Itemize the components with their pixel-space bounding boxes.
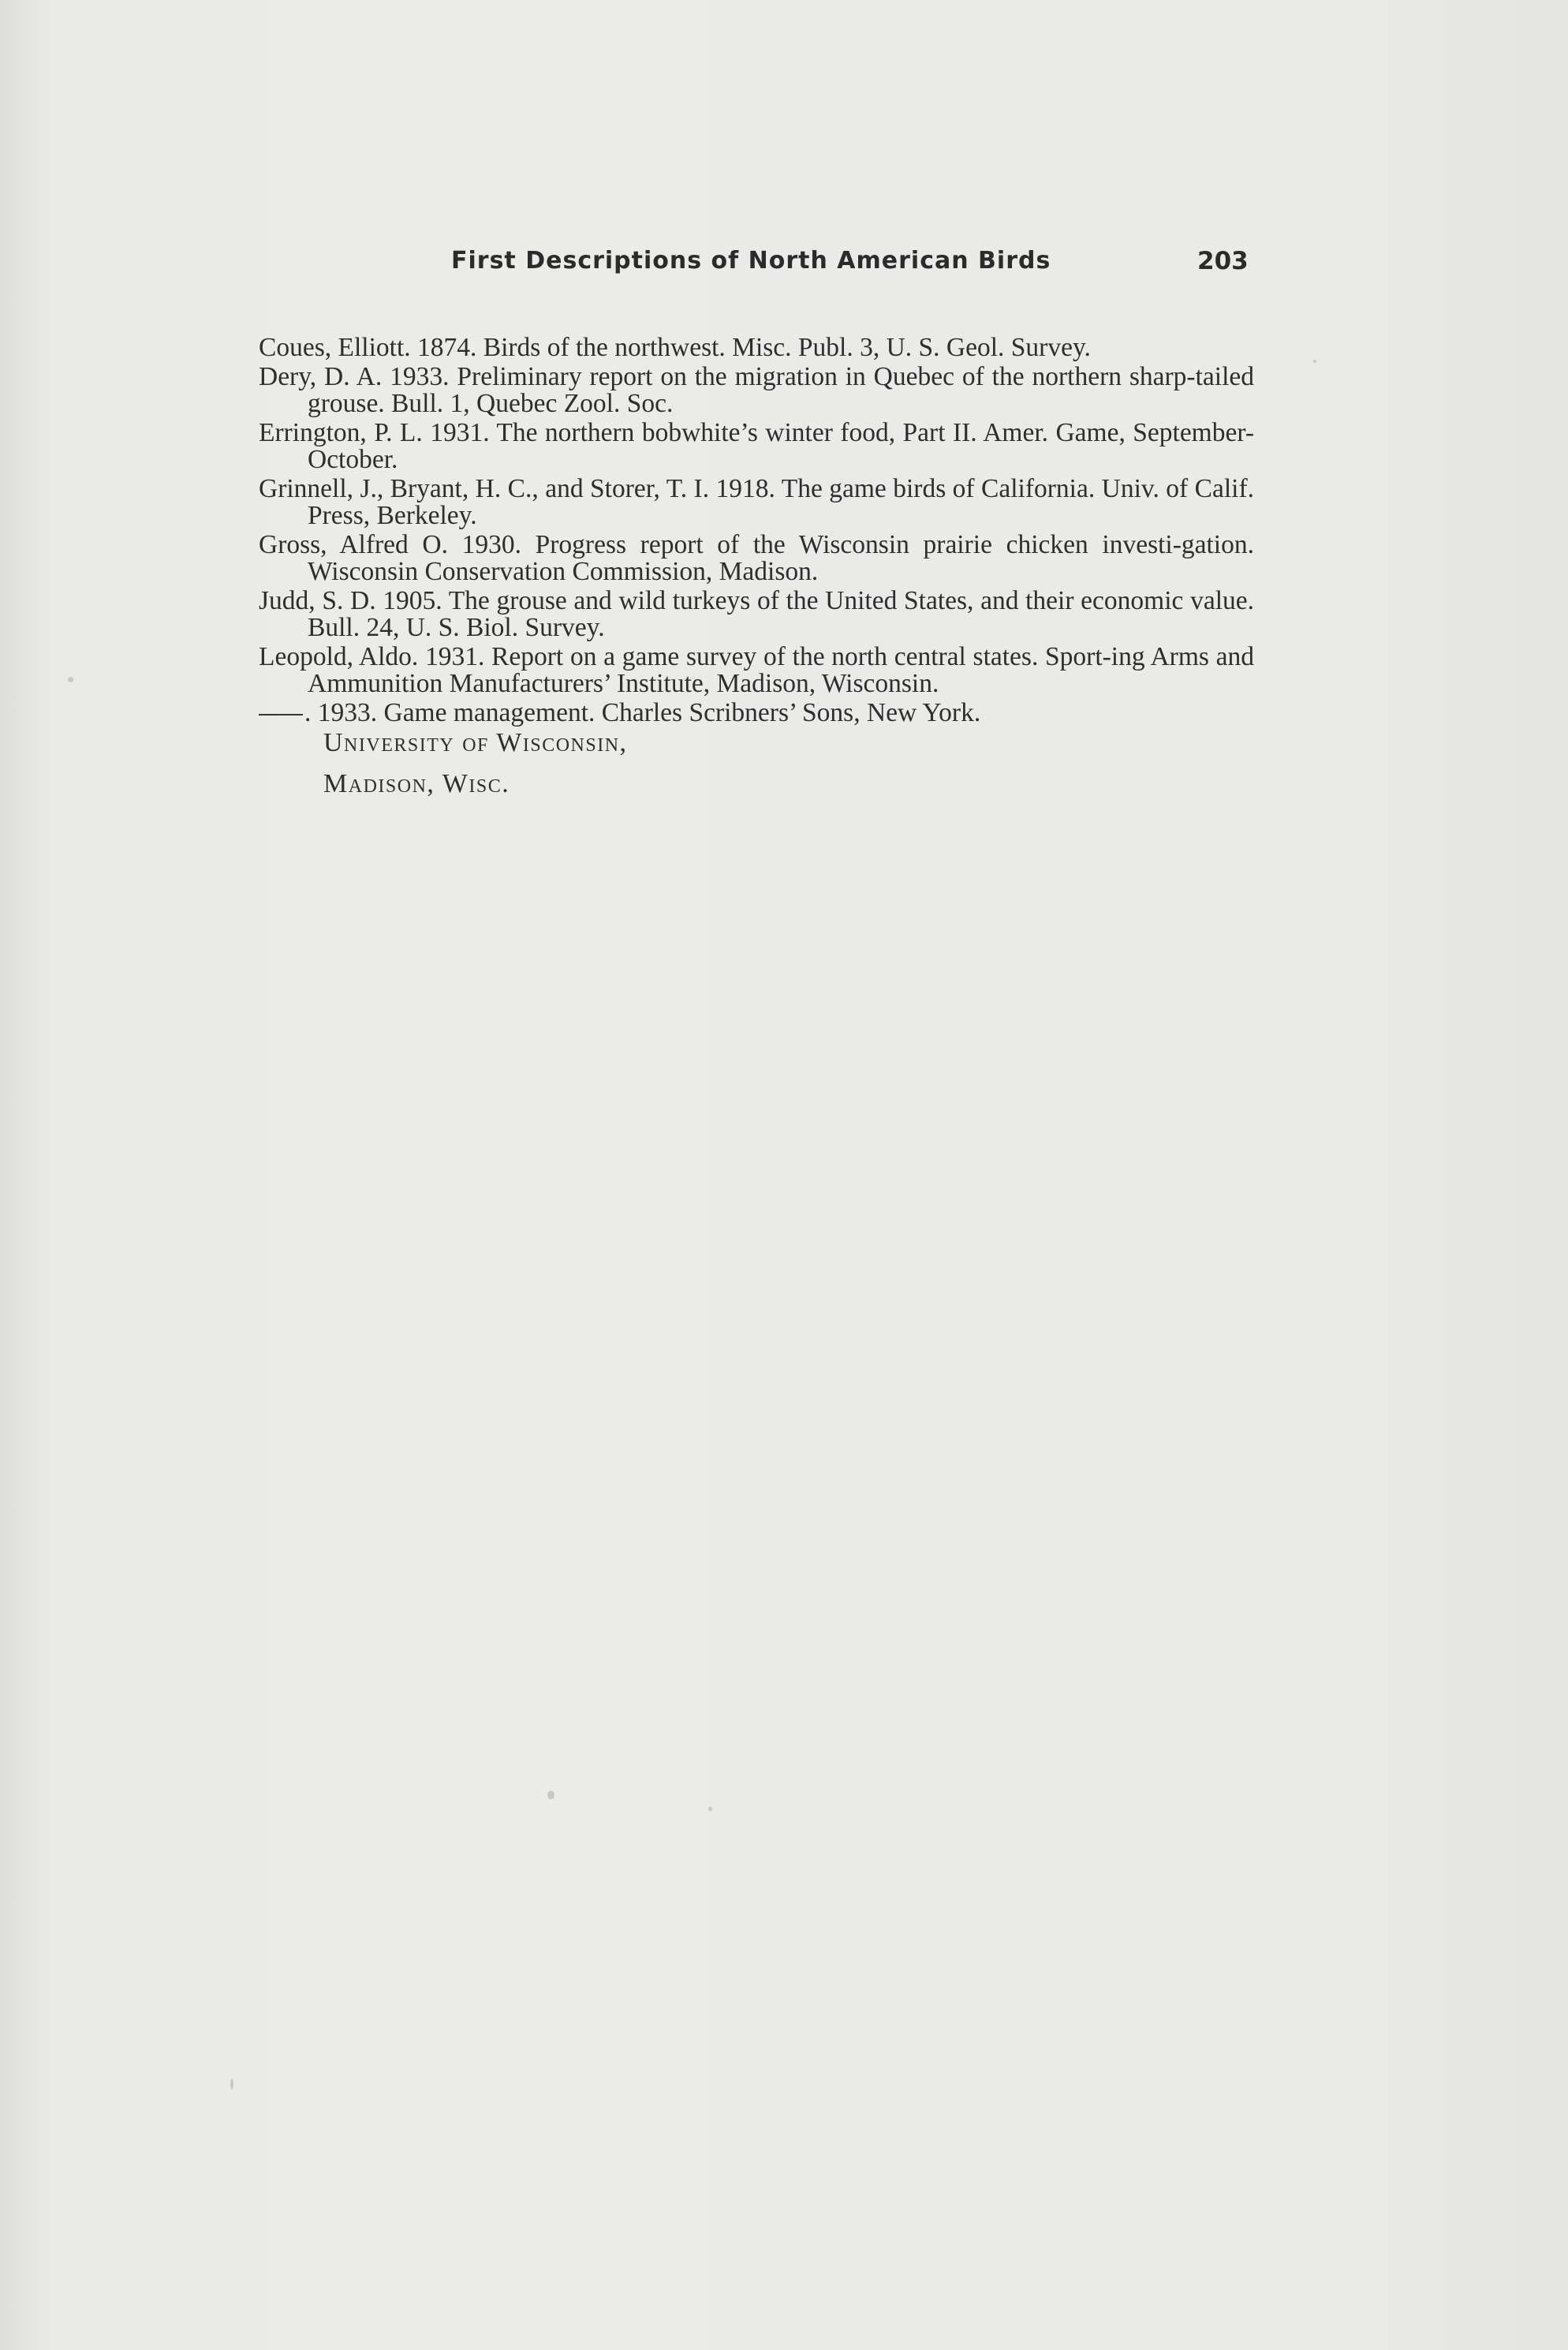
reference-entry: Judd, S. D. 1905. The grouse and wild turkeys of the United States, and their economic value. Bull. 24, U. S. Biol. Survey.: [259, 585, 1254, 642]
author-affiliation: [323, 723, 628, 805]
reference-entry: Errington, P. L. 1931. The northern bobwhite’s winter food, Part II. Amer. Game, September-October.: [259, 417, 1254, 474]
paper-speck: [230, 2079, 233, 2090]
reference-entry: Coues, Elliott. 1874. Birds of the northwest. Misc. Publ. 3, U. S. Geol. Survey.: [259, 333, 1091, 362]
paper-speck: [708, 1806, 712, 1811]
paper-speck: [1313, 360, 1316, 363]
reference-entry: Grinnell, J., Bryant, H. C., and Storer, T. I. 1918. The game birds of California. Univ. of Calif. Press, Berkeley.: [259, 473, 1254, 530]
reference-entry: Gross, Alfred O. 1930. Progress report of the Wisconsin prairie chicken investi-gation. Wisconsin Conservation Commission, Madison.: [259, 529, 1254, 586]
references-list: [259, 334, 1254, 728]
reference-entry-text: . 1933. Game management. Charles Scribners’ Sons, New York.: [304, 697, 981, 727]
affiliation-line-2: Madison, Wisc.: [323, 769, 510, 798]
ditto-dash: [259, 714, 303, 715]
paper-speck: [68, 677, 73, 682]
page-number: 203: [1197, 247, 1249, 275]
running-head-title: First Descriptions of North American Birds: [451, 247, 1051, 275]
reference-entry: Dery, D. A. 1933. Preliminary report on the migration in Quebec of the northern sharp-tailed grouse. Bull. 1, Quebec Zool. Soc.: [259, 361, 1254, 418]
affiliation-line-1: University of Wisconsin,: [323, 728, 628, 757]
reference-entry: Leopold, Aldo. 1931. Report on a game survey of the north central states. Sport-ing Arms and Ammunition Manufacturers’ Institute, Madison, Wisconsin.: [259, 641, 1254, 698]
paper-speck: [547, 1791, 554, 1799]
